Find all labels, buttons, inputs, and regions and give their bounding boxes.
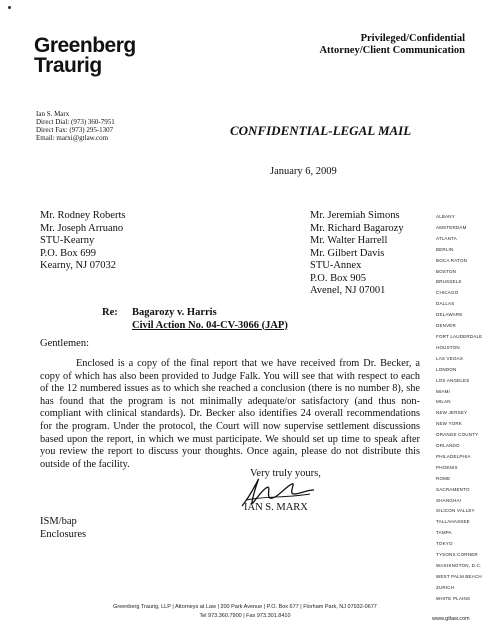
salutation: Gentlemen: [40,338,89,349]
recipient-block-right [310,210,404,298]
valediction: Very truly yours, [250,468,321,479]
re-subject [132,307,288,332]
office-location: SILICON VALLEY [436,508,475,514]
recipient-line: Mr. Jeremiah Simons [310,210,400,221]
civil-action-number: Civil Action No. 04-CV-3066 (JAP) [132,319,288,331]
office-location: FORT LAUDERDALE [436,333,483,339]
office-location: ZURICH [436,584,455,590]
office-location: HOUSTON [436,344,460,350]
recipient-line: Mr. Walter Harrell [310,235,388,246]
direct-dial: Direct Dial: (973) 360-7951 [36,118,115,126]
office-location: ORANGE COUNTY [436,432,479,438]
letter-date: January 6, 2009 [270,166,337,177]
office-location: PHILADELPHIA [436,453,471,459]
office-location: BRUSSELS [436,279,462,285]
body-paragraph: Enclosed is a copy of the final report that we have received from Dr. Becker, a copy of which has also been provided to Judge Falk. You will see that with respect to each of the 12 numbered issues as to which she reached a conclusion (there is no number 8), she has found that the program is not minimally adequate/or satisfactory (and thus non-compliant with clinical standards). Dr. Becker also identifies 24 overall recommendations for the program. Under the protocol, the Court will now supervise settlement discussions based upon the report, in which we must participate. We should set up time to speak after you review the report to discuss your thoughts. Once again, please do not distribute this outside of the facility. [40,358,420,470]
sender-name: Ian S. Marx [36,110,70,118]
case-name: Bagarozy v. Harris [132,307,217,318]
recipient-line: Mr. Rodney Roberts [40,210,126,221]
office-location: DENVER [436,323,456,329]
recipient-line: Kearny, NJ 07032 [40,260,117,271]
recipient-line: P.O. Box 905 [310,272,367,284]
office-location: MIAMI [436,388,450,394]
recipient-line: Mr. Gilbert Davis [310,247,385,259]
office-location: CHICAGO [436,290,459,296]
footer-phone: Tel 973.360.7900 | Fax 973.301.8410 [199,613,291,619]
office-location: MILAN [436,399,451,405]
footer-address: Greenberg Traurig, LLP | Attorneys at Law | 200 Park Avenue | P.O. Box 677 | Florham Park, NJ 07932-0677 [113,604,377,610]
office-location: AMSTERDAM [436,224,467,230]
office-location: DALLAS [436,301,455,307]
office-location: LOS ANGELES [436,377,470,383]
confidential-heading: CONFIDENTIAL-LEGAL MAIL [230,123,412,138]
office-location: BOCA RATON [436,257,468,263]
office-location: DELAWARE [436,312,463,318]
office-location: WHITE PLAINS [436,595,471,601]
scan-speck [8,6,11,9]
recipient-line: Mr. Joseph Arruano [40,222,124,234]
office-location: LONDON [436,366,457,372]
office-location: TYSONS CORNER [436,552,478,558]
office-location: SACRAMENTO [436,486,470,492]
recipient-line: STU-Kearny [40,235,95,246]
office-location: BOSTON [436,268,457,274]
recipient-line: P.O. Box 699 [40,247,97,259]
office-location: SHANGHAI [436,497,462,503]
office-location: WASHINGTON, D.C. [436,563,482,568]
recipient-line: Mr. Richard Bagarozy [310,222,404,234]
signer-name: IAN S. MARX [244,502,308,513]
privilege-notice [265,33,465,57]
office-location: NEW YORK [436,421,463,427]
reference-initials [40,516,86,541]
recipient-line: STU-Annex [310,260,362,271]
re-label: Re: [102,307,118,318]
office-location: ATLANTA [436,235,457,241]
typist-initials: ISM/bap [40,516,77,527]
firm-name-line2: Traurig [34,54,102,77]
recipient-line: Avenel, NJ 07001 [310,285,386,296]
firm-name-line1: Greenberg [34,34,136,57]
office-location: TOKYO [436,541,453,547]
office-location: LAS VEGAS [436,355,464,361]
firm-logo [34,36,154,76]
office-location: ORLANDO [436,443,460,449]
office-location: ROME [436,475,451,481]
footer-website: www.gtlaw.com [432,616,470,622]
attorney-client-label: Attorney/Client Communication [319,45,465,56]
office-location: TAMPA [436,530,452,536]
office-location: ALBANY [436,214,455,219]
office-locations-list [436,212,492,605]
enclosures-note: Enclosures [40,528,87,540]
office-location: TALLAHASSEE [436,519,470,525]
privileged-label: Privileged/Confidential [360,33,465,44]
office-location: PHOENIX [436,464,458,470]
office-location: WEST PALM BEACH [436,573,482,579]
recipient-block-left [40,210,125,273]
office-location: BERLIN [436,246,454,252]
direct-fax: Direct Fax: (973) 295-1307 [36,126,114,134]
sender-contact [36,110,156,142]
office-location: NEW JERSEY [436,410,468,416]
sender-email: Email: marxi@gtlaw.com [36,134,109,142]
